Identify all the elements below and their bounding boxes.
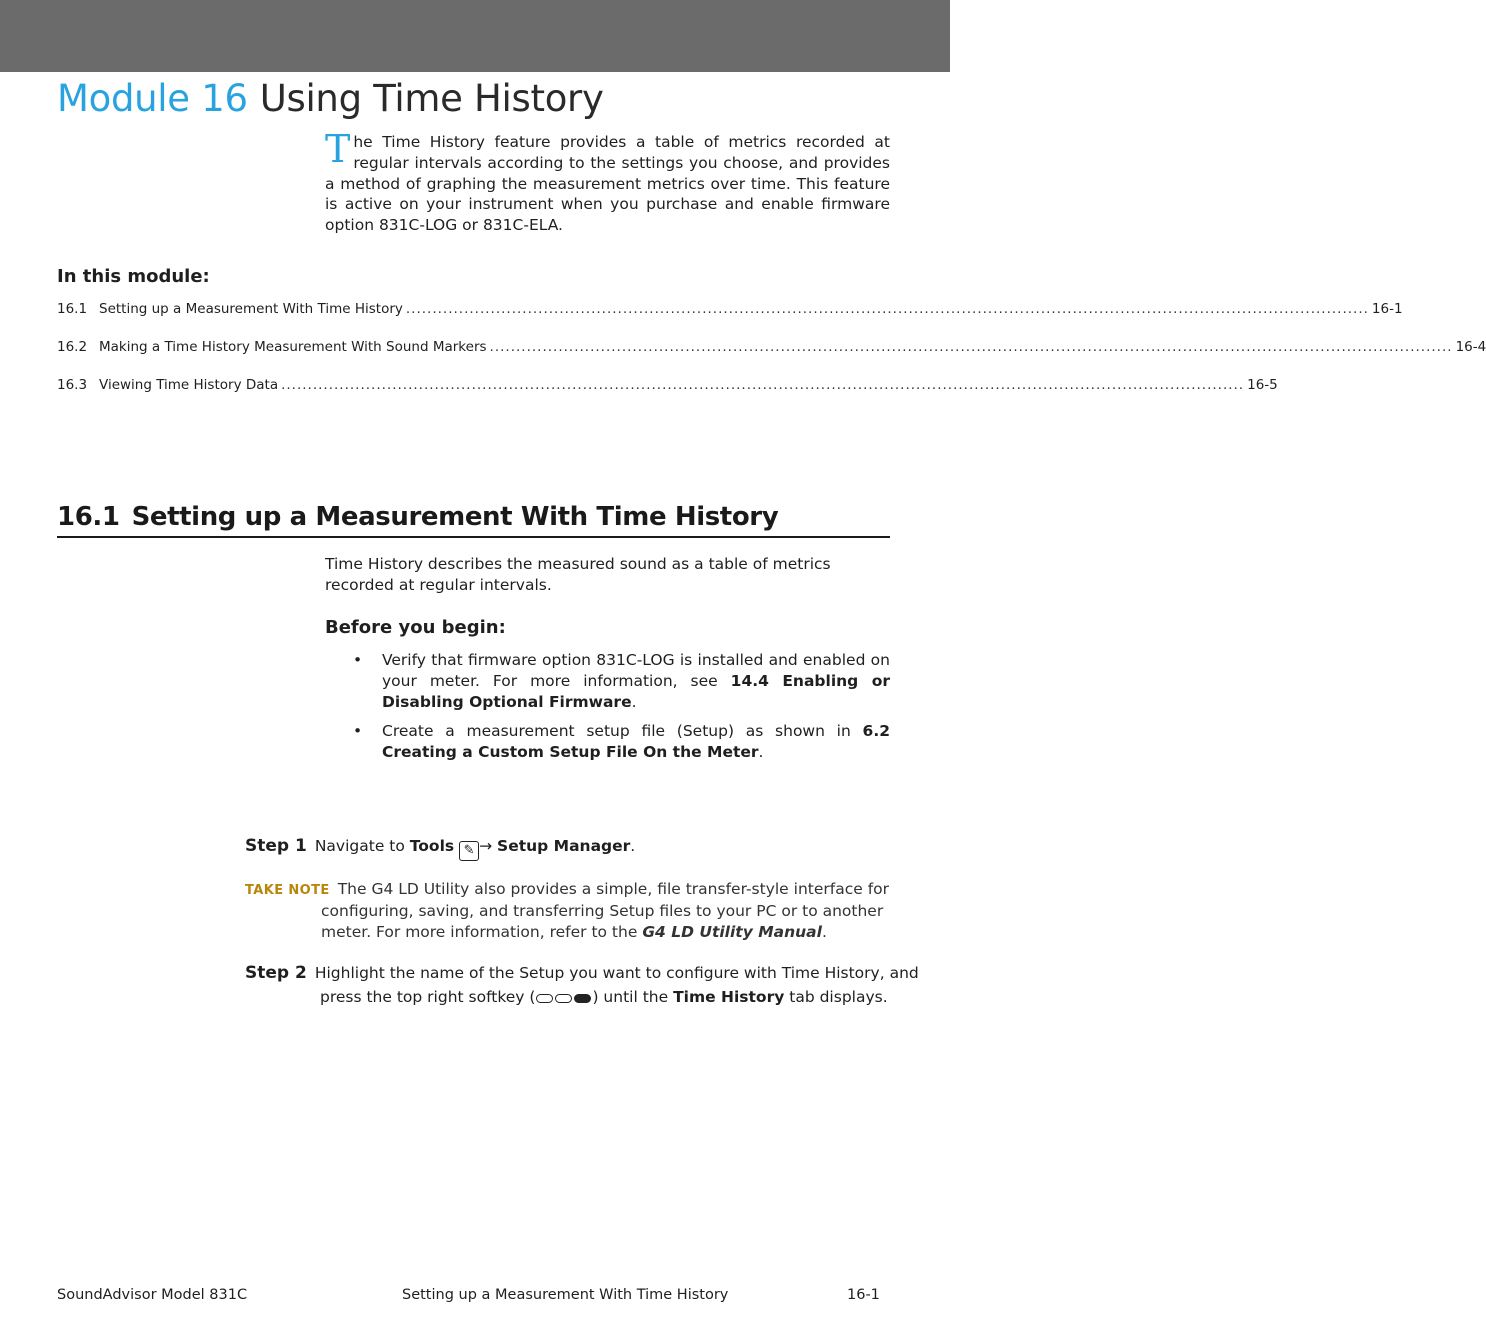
step-2-continued: [320, 985, 888, 1010]
softkey-right-icon: [535, 986, 592, 1010]
top-banner: [0, 0, 950, 72]
toc-label[interactable]: Making a Time History Measurement With Sound Markers: [99, 339, 487, 355]
toc-page[interactable]: 16-4: [1455, 339, 1486, 355]
prerequisite-text-end: .: [758, 742, 764, 761]
prerequisite-text-end: .: [631, 692, 637, 711]
step-text: press the top right softkey (: [320, 988, 536, 1006]
bullet-icon: •: [353, 651, 363, 669]
module-title: Using Time History: [259, 77, 604, 120]
toc-page[interactable]: 16-5: [1247, 377, 1278, 393]
step-label: Step 2: [245, 963, 307, 983]
tools-menu-ref: Tools: [409, 837, 455, 855]
before-you-begin-heading: Before you begin:: [325, 617, 506, 638]
toc-number: 16.2: [57, 339, 88, 355]
toc-heading: In this module:: [57, 266, 210, 287]
section-title: Setting up a Measurement With Time History: [131, 502, 779, 532]
wrench-icon: ✎: [459, 841, 479, 861]
toc-leader: ......................................................................................................................................................................................: [405, 301, 1369, 317]
step-2: [245, 961, 919, 985]
step-text: Navigate to: [314, 837, 410, 855]
toc-page[interactable]: 16-1: [1371, 301, 1403, 317]
toc-number: 16.1: [57, 301, 88, 317]
step-text: Highlight the name of the Setup you want to configure with Time History, and: [314, 964, 919, 982]
step-1: [245, 834, 635, 861]
toc-entry[interactable]: [57, 339, 1486, 355]
step-text-end: tab displays.: [784, 988, 888, 1006]
note-text-end: .: [821, 923, 827, 941]
footer-product: SoundAdvisor Model 831C: [57, 1287, 248, 1303]
prerequisite-text: [382, 721, 890, 763]
page-title: [57, 76, 604, 122]
take-note: [245, 879, 890, 943]
footer-page-number: 16-1: [847, 1287, 880, 1303]
toc-leader: ......................................................................................................................................................................................: [281, 377, 1245, 393]
toc-label[interactable]: Viewing Time History Data: [99, 377, 279, 393]
time-history-tab-ref: Time History: [673, 988, 785, 1006]
step-label: Step 1: [245, 836, 307, 856]
section-number: 16.1: [57, 502, 120, 532]
bullet-icon: •: [353, 722, 363, 740]
section-heading: [57, 502, 890, 538]
module-intro: [325, 127, 890, 236]
note-text: The G4 LD Utility also provides a simple, file transfer-style interface for: [337, 880, 890, 898]
module-number: Module 16: [57, 77, 248, 120]
intro-text: he Time History feature provides a table of metrics recorded at regular intervals according to the settings you choose, and provides a method of graphing the measurement metrics over time. This feature is active on your instrument when you purchase and enable firmware option 831C-LOG or 831C-ELA.: [325, 133, 890, 235]
note-continuation: [245, 901, 890, 943]
cross-reference-link[interactable]: 6.2 Creating a Custom Setup File On the Meter: [382, 722, 890, 761]
prerequisite-text: [382, 650, 890, 712]
step-text-end: .: [630, 837, 636, 855]
toc-label[interactable]: Setting up a Measurement With Time History: [99, 301, 403, 317]
toc-leader: ......................................................................................................................................................................................: [489, 339, 1453, 355]
take-note-label: TAKE NOTE: [245, 883, 330, 898]
step-text-mid: ) until the: [592, 988, 674, 1006]
prerequisite-text-part: Create a measurement setup file (Setup) as shown in: [382, 722, 863, 740]
section-intro: Time History describes the measured sound as a table of metrics recorded at regular intervals.: [325, 555, 831, 594]
drop-cap: T: [325, 127, 351, 171]
cross-reference-link[interactable]: 14.4 Enabling or Disabling Optional Firmware: [382, 671, 890, 711]
toc-entry[interactable]: [57, 301, 1403, 317]
manual-reference: G4 LD Utility Manual: [642, 923, 822, 941]
footer-section: Setting up a Measurement With Time History: [402, 1287, 729, 1303]
toc-number: 16.3: [57, 377, 88, 393]
menu-arrow: →: [479, 837, 498, 855]
toc-entry[interactable]: [57, 377, 1278, 393]
setup-manager-ref: Setup Manager: [497, 837, 631, 855]
prerequisite-text-part: Verify that firmware option 831C-LOG is installed and enabled on your meter. For more information, see: [382, 651, 890, 690]
note-text-rest: configuring, saving, and transferring Setup files to your PC or to another meter. For more information, refer to the: [321, 902, 884, 941]
